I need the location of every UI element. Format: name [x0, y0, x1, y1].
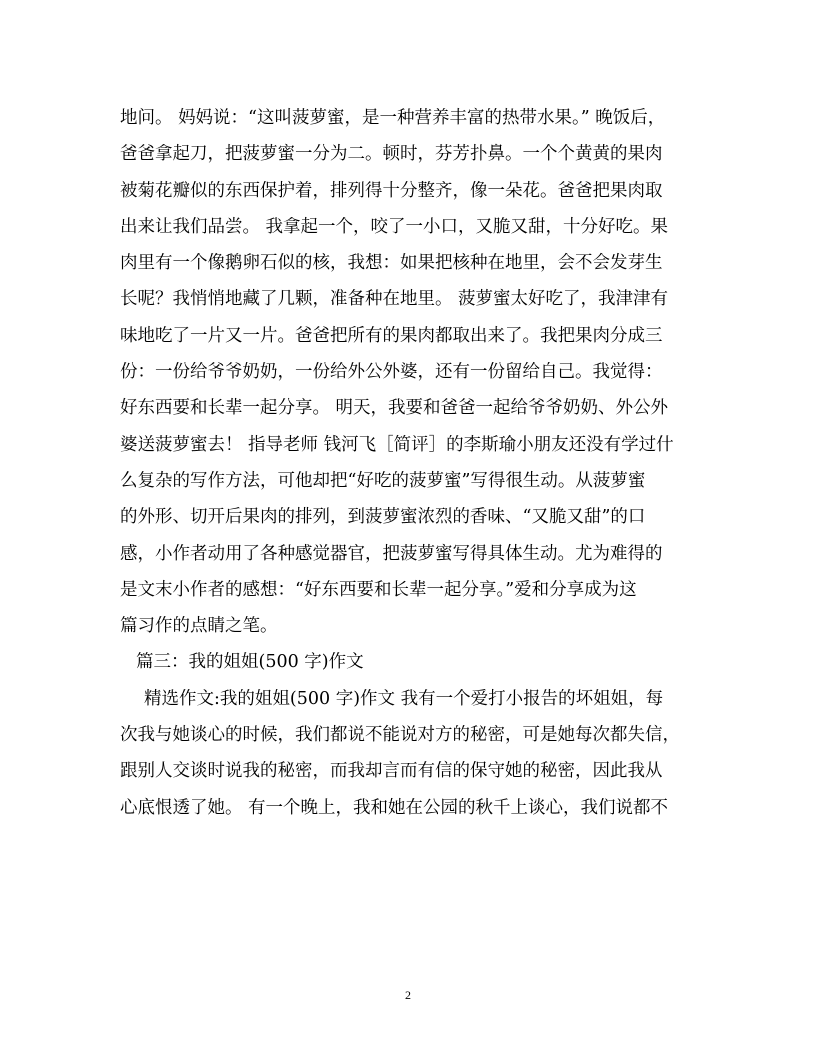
text-line: 出来让我们品尝。 我拿起一个，咬了一小口，又脆又甜，十分好吃。果	[120, 216, 669, 237]
text-line: 味地吃了一片又一片。爸爸把所有的果肉都取出来了。我把果肉分成三	[120, 325, 663, 346]
text-line: 地问。 妈妈说：“这叫菠萝蜜，是一种营养丰富的热带水果。” 晚饭后，	[120, 108, 666, 128]
section-heading: 篇三：我的姐姐(500 字)作文	[136, 652, 364, 673]
text-line: 好东西要和长辈一起分享。 明天，我要和爸爸一起给爷爷奶奶、外公外	[120, 398, 669, 419]
text-line: 爸爸拿起刀，把菠萝蜜一分为二。顿时，芬芳扑鼻。一个个黄黄的果肉	[120, 144, 663, 165]
text-line: 的外形、切开后果肉的排列，到菠萝蜜浓烈的香味、“又脆又甜”的口	[120, 507, 646, 528]
text-line: 长呢？我悄悄地藏了几颗，准备种在地里。 菠萝蜜太好吃了，我津津有	[120, 289, 669, 310]
text-line: 份：一份给爷爷奶奶，一份给外公外婆，还有一份留给自己。我觉得：	[120, 362, 663, 383]
document-body	[120, 100, 700, 826]
page-number: 2	[405, 988, 411, 1002]
text-line: 被菊花瓣似的东西保护着，排列得十分整齐，像一朵花。爸爸把果肉取	[120, 180, 663, 201]
text-line: 肉里有一个像鹅卵石似的核，我想：如果把核种在地里，会不会发芽生	[120, 253, 663, 274]
text-line: 婆送菠萝蜜去！ 指导老师 钱河飞［简评］的李斯瑜小朋友还没有学过什	[120, 434, 674, 455]
text-line: 心底恨透了她。 有一个晚上，我和她在公园的秋千上谈心，我们说都不	[120, 797, 669, 818]
text-line: 跟别人交谈时说我的秘密，而我却言而有信的保守她的秘密，因此我从	[120, 761, 663, 782]
text-line: 感，小作者动用了各种感觉器官，把菠萝蜜写得具体生动。尤为难得的	[120, 543, 663, 564]
text-line: 次我与她谈心的时候，我们都说不能说对方的秘密，可是她每次都失信，	[120, 725, 680, 746]
text-line: 是文末小作者的感想：“好东西要和长辈一起分享。”爱和分享成为这	[120, 579, 637, 600]
text-line: 篇习作的点睛之笔。	[120, 616, 278, 637]
text-line: 么复杂的写作方法，可他却把“好吃的菠萝蜜”写得很生动。从菠萝蜜	[120, 470, 646, 491]
text-line: 精选作文:我的姐姐(500 字)作文 我有一个爱打小报告的坏姐姐，每	[144, 688, 664, 709]
